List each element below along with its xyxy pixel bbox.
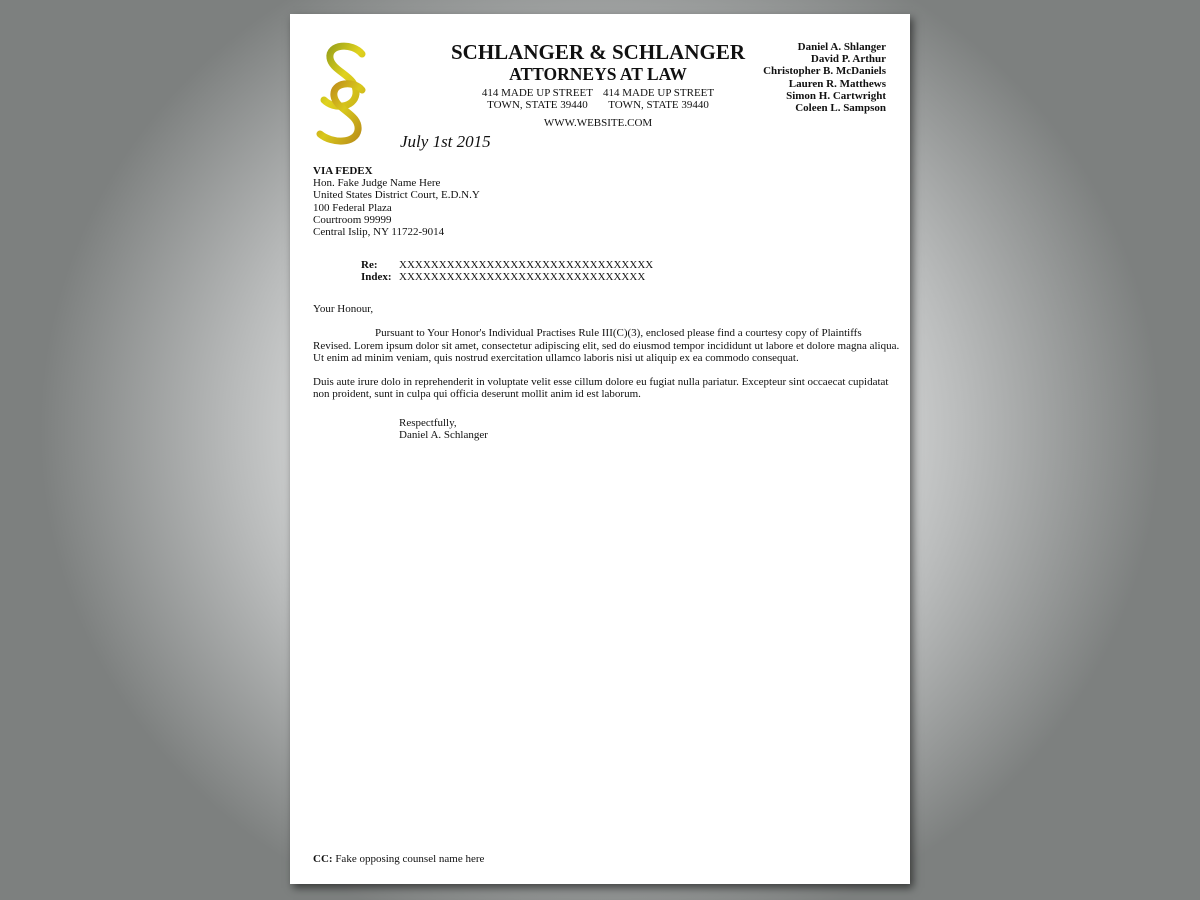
partner-name: Simon H. Cartwright — [786, 89, 886, 102]
partner-name: Daniel A. Shlanger — [797, 41, 886, 53]
signer-name: Daniel A. Schlanger — [399, 429, 488, 442]
recipient-line: Central Islip, NY 11722-9014 — [313, 226, 445, 239]
letter-date: July 1st 2015 — [400, 132, 491, 151]
recipient-line: Hon. Fake Judge Name Here — [313, 177, 441, 190]
address-street: 414 MADE UP STREET — [603, 87, 715, 99]
partner-name: Lauren R. Matthews — [788, 77, 886, 90]
firm-logo-icon — [312, 40, 372, 146]
firm-website: WWW.WEBSITE.COM — [543, 117, 653, 129]
partner-name: Coleen L. Sampson — [795, 102, 886, 115]
address-city: TOWN, STATE 39440 — [487, 99, 588, 111]
index-label: Index: — [361, 271, 392, 284]
delivery-method: VIA FEDEX — [313, 165, 373, 177]
firm-name: SCHLANGER & SCHLANGER — [450, 40, 746, 64]
recipient-line: 100 Federal Plaza — [313, 201, 392, 214]
re-label: Re: — [361, 259, 378, 271]
office-address — [603, 87, 714, 111]
reference-block — [361, 259, 653, 283]
recipient-line: United States District Court, E.D.N.Y — [313, 189, 480, 202]
address-street: 414 MADE UP STREET — [481, 87, 593, 99]
re-value: XXXXXXXXXXXXXXXXXXXXXXXXXXXXXXXX — [399, 259, 654, 271]
paragraph-2 — [313, 376, 893, 400]
body-line: non proident, sunt in culpa qui officia deserunt mollit anim id est laborum. — [313, 388, 641, 401]
body-line: Revised. Lorem ipsum dolor sit amet, consectetur adipiscing elit, sed do eiusmod tempor incididunt ut labore et dolore magna aliqua. — [313, 339, 900, 352]
firm-tagline: ATTORNEYS AT LAW — [509, 64, 687, 84]
address-city: TOWN, STATE 39440 — [608, 99, 709, 111]
paragraph-1 — [313, 327, 900, 364]
letter-page — [290, 14, 910, 884]
cc-value: Fake opposing counsel name here — [335, 853, 485, 865]
body-line: Ut enim ad minim veniam, quis nostrud exercitation ullamco laboris nisi ut aliquip ex ea commodo consequat. — [313, 351, 799, 364]
recipient-block — [313, 165, 480, 238]
body-line: Pursuant to Your Honor's Individual Practises Rule III(C)(3), enclosed please find a courtesy copy of Plaintiffs — [375, 327, 862, 340]
partner-list — [763, 41, 886, 114]
cc-label: CC: — [313, 853, 333, 865]
salutation: Your Honour, — [313, 303, 374, 315]
cc-line — [313, 853, 484, 865]
closing: Respectfully, — [399, 417, 457, 429]
partner-name: Christopher B. McDaniels — [763, 65, 886, 78]
office-address — [482, 87, 593, 111]
partner-name: David P. Arthur — [810, 53, 886, 66]
signature-block — [399, 417, 488, 441]
recipient-line: Courtroom 99999 — [313, 213, 392, 226]
body-line: Duis aute irure dolo in reprehenderit in voluptate velit esse cillum dolore eu fugiat nulla pariatur. Excepteur sint occaecat cupidatat — [313, 376, 889, 389]
letter-body — [313, 303, 900, 413]
firm-header — [448, 40, 748, 129]
index-value: XXXXXXXXXXXXXXXXXXXXXXXXXXXXXXX — [399, 271, 646, 284]
